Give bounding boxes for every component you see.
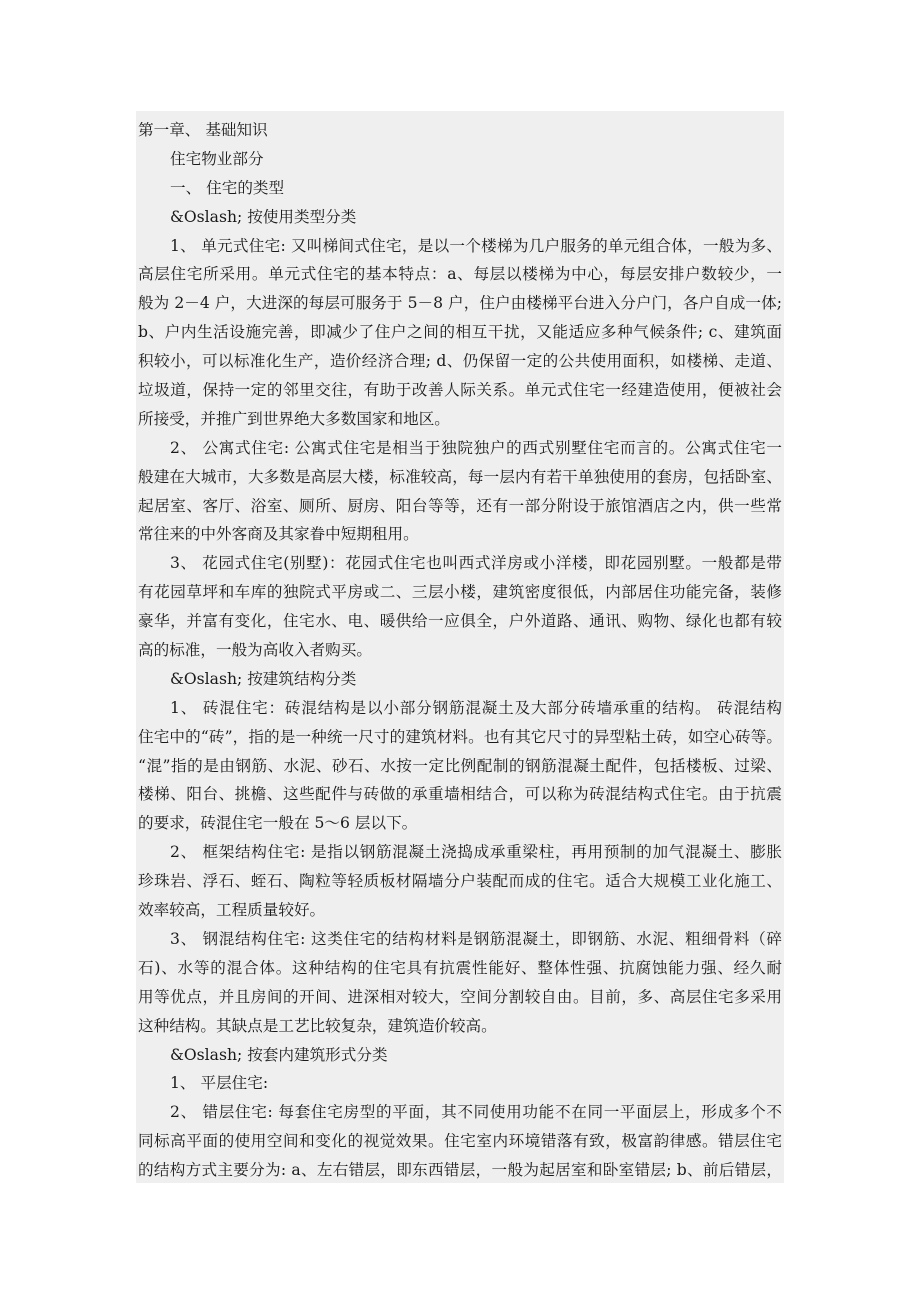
text-line: 的结构方式主要分为: a、左右错层，即东西错层，一般为起居室和卧室错层; b、前后错层， [138, 1161, 782, 1180]
text-line: 的要求，砖混住宅一般在 5～6 层以下。 [138, 814, 418, 833]
text-line: 这种结构。其缺点是工艺比较复杂，建筑造价较高。 [138, 1016, 497, 1035]
text-line: 珍珠岩、浮石、蛭石、陶粒等轻质板材隔墙分户装配而成的住宅。适合大规模工业化施工、 [138, 872, 782, 891]
text-line: 高的标准，一般为高收入者购买。 [138, 641, 372, 660]
text-line: 3、 花园式住宅(别墅)：花园式住宅也叫西式洋房或小洋楼，即花园别墅。一般都是带 [170, 554, 782, 573]
paragraph [138, 694, 782, 838]
text-line: 2、 错层住宅: 每套住宅房型的平面，其不同使用功能不在同一平面层上，形成多个不 [170, 1103, 782, 1122]
text-line: 起居室、客厅、浴室、厕所、厨房、阳台等等，还有一部分附设于旅馆酒店之内，供一些常 [138, 496, 782, 515]
text-line: 石)、水等的混合体。这种结构的住宅具有抗震性能好、整体性强、抗腐蚀能力强、经久耐 [138, 958, 782, 977]
paragraph [138, 925, 782, 1041]
text-line: 般建在大城市，大多数是高层大楼，标准较高，每一层内有若干单独使用的套房，包括卧室、 [138, 467, 782, 486]
text-line: 同标高平面的使用空间和变化的视觉效果。住宅室内环境错落有致，极富韵律感。错层住宅 [138, 1132, 782, 1151]
text-line: 常往来的中外客商及其家眷中短期租用。 [138, 525, 419, 544]
text-line: &Oslash; 按套内建筑形式分类 [170, 1045, 388, 1064]
text-line: &Oslash; 按建筑结构分类 [170, 669, 357, 688]
paragraph [138, 665, 782, 694]
text-line: 2、 框架结构住宅: 是指以钢筋混凝土浇捣成承重梁柱，再用预制的加气混凝土、膨胀 [170, 843, 782, 862]
text-line: 1、 平层住宅: [170, 1074, 269, 1093]
document-page [136, 111, 784, 1183]
text-line: 3、 钢混结构住宅: 这类住宅的结构材料是钢筋混凝土，即钢筋、水泥、粗细骨料（碎 [170, 929, 782, 948]
paragraph [138, 1069, 782, 1098]
paragraph [138, 434, 782, 550]
text-line: 第一章、 基础知识 [138, 121, 268, 139]
paragraph [138, 116, 782, 145]
document-body [138, 116, 782, 1185]
paragraph [138, 549, 782, 665]
paragraph [138, 145, 782, 174]
text-line: 住宅中的“砖”，指的是一种统一尺寸的建筑材料。也有其它尺寸的异型粘土砖，如空心砖等。 [138, 727, 782, 746]
text-line: 豪华，并富有变化，住宅水、电、暖供给一应俱全，户外道路、通讯、购物、绿化也都有较 [138, 612, 782, 631]
text-line: 有花园草坪和车库的独院式平房或二、三层小楼，建筑密度很低，内部居住功能完备，装修 [138, 583, 782, 602]
paragraph [138, 838, 782, 925]
text-line: 住宅物业部分 [170, 149, 264, 168]
text-line: 2、 公寓式住宅: 公寓式住宅是相当于独院独户的西式别墅住宅而言的。公寓式住宅一 [170, 438, 782, 457]
text-line: 1、 砖混住宅：砖混结构是以小部分钢筋混凝土及大部分砖墙承重的结构。 砖混结构 [170, 698, 782, 717]
text-line: 效率较高，工程质量较好。 [138, 901, 326, 920]
text-line: 1、 单元式住宅: 又叫梯间式住宅，是以一个楼梯为几户服务的单元组合体，一般为多、 [170, 236, 782, 255]
text-line: 积较小，可以标准化生产，造价经济合理; d、仍保留一定的公共使用面积，如楼梯、走道、 [138, 352, 782, 371]
text-line: 般为 2－4 户，大进深的每层可服务于 5－8 户，住户由楼梯平台进入分户门，各户自成一体; [138, 294, 782, 313]
paragraph [138, 1041, 782, 1070]
text-line: 垃圾道，保持一定的邻里交往，有助于改善人际关系。单元式住宅一经建造使用，便被社会 [138, 381, 782, 400]
paragraph [138, 174, 782, 203]
paragraph [138, 232, 782, 434]
text-line: “混”指的是由钢筋、水泥、砂石、水按一定比例配制的钢筋混凝土配件，包括楼板、过梁、 [138, 756, 782, 775]
text-line: 一、 住宅的类型 [170, 178, 285, 197]
text-line: &Oslash; 按使用类型分类 [170, 207, 357, 226]
paragraph [138, 1098, 782, 1185]
text-line: 用等优点，并且房间的开间、进深相对较大，空间分割较自由。目前，多、高层住宅多采用 [138, 987, 782, 1006]
text-line: 所接受，并推广到世界绝大多数国家和地区。 [138, 409, 450, 428]
text-line: 楼梯、阳台、挑檐、这些配件与砖做的承重墙相结合，可以称为砖混结构式住宅。由于抗震 [138, 785, 782, 804]
text-line: 高层住宅所采用。单元式住宅的基本特点：a、每层以楼梯为中心，每层安排户数较少，一 [138, 265, 782, 284]
paragraph [138, 203, 782, 232]
text-line: b、户内生活设施完善，即减少了住户之间的相互干扰，又能适应多种气候条件; c、建筑面 [138, 323, 782, 342]
